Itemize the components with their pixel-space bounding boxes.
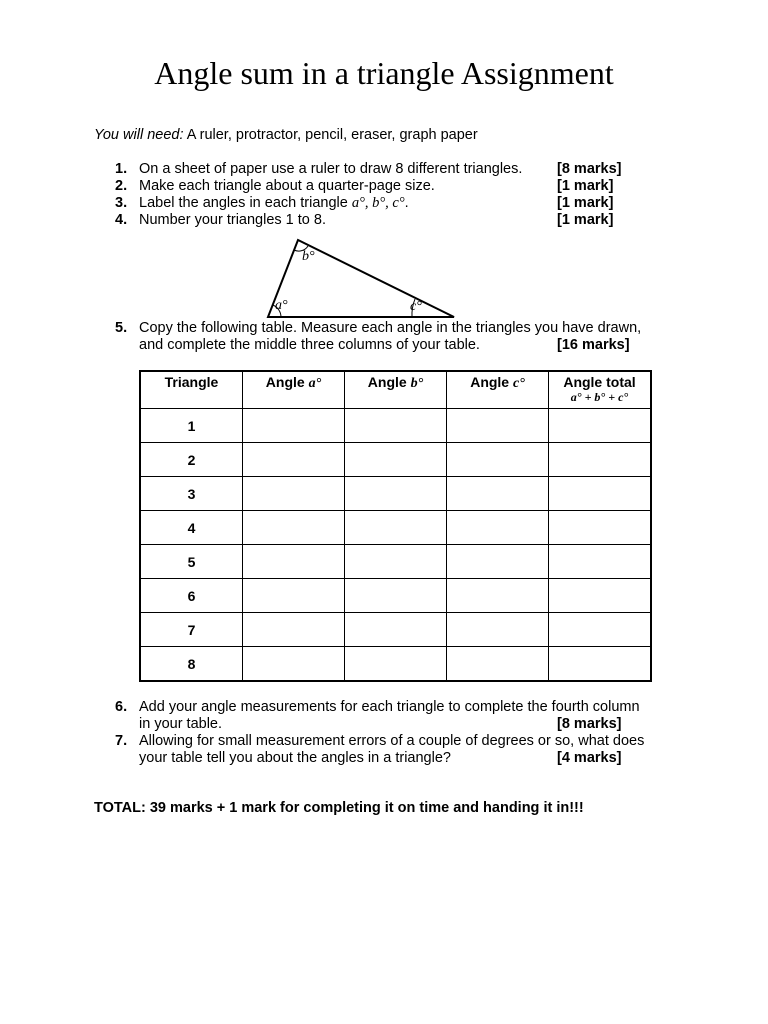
angle-b-label: b° — [302, 249, 315, 264]
table-cell — [243, 443, 345, 477]
item-number: 2. — [115, 178, 128, 194]
row-number: 8 — [140, 647, 243, 682]
row-number: 7 — [140, 613, 243, 647]
table-cell — [345, 647, 447, 682]
item-number: 1. — [115, 161, 128, 177]
table-cell — [243, 511, 345, 545]
materials-needed — [94, 127, 478, 143]
header-var: b° — [410, 376, 424, 391]
item-number: 7. — [115, 733, 128, 749]
row-number: 3 — [140, 477, 243, 511]
item-marks: [16 marks] — [557, 337, 630, 353]
table-cell — [447, 647, 549, 682]
item-number: 4. — [115, 212, 128, 228]
table-cell — [345, 545, 447, 579]
table-cell — [447, 545, 549, 579]
table-cell — [243, 647, 345, 682]
item-text-suffix: . — [404, 195, 409, 211]
item-marks: [1 mark] — [557, 195, 614, 211]
table-cell — [345, 477, 447, 511]
header-text: Angle total — [563, 374, 636, 390]
header-sub: a° + b° + c° — [570, 390, 629, 404]
table-header-row — [140, 371, 651, 409]
item-number: 5. — [115, 320, 128, 336]
col-header-angle-a — [243, 371, 345, 409]
item-text: Add your angle measurements for each triangle to complete the fourth column — [139, 699, 640, 715]
table-cell — [549, 511, 652, 545]
item-text: Allowing for small measurement errors of a couple of degrees or so, what does — [139, 733, 645, 749]
table-row — [140, 511, 651, 545]
table-row — [140, 647, 651, 682]
header-text: Angle — [470, 374, 513, 390]
table-cell — [549, 647, 652, 682]
table-cell — [549, 443, 652, 477]
table-cell — [549, 409, 652, 443]
header-text: Angle — [265, 374, 309, 390]
row-number: 4 — [140, 511, 243, 545]
table-cell — [447, 477, 549, 511]
item-marks: [4 marks] — [557, 750, 622, 766]
table-cell — [447, 511, 549, 545]
item-text: Make each triangle about a quarter-page size. — [139, 178, 435, 194]
table-cell — [549, 613, 652, 647]
item-text: and complete the middle three columns of your table. — [139, 337, 480, 353]
header-var: a° — [308, 376, 322, 391]
angle-a-label: a° — [275, 298, 288, 313]
item-text — [139, 195, 409, 212]
table-cell — [345, 443, 447, 477]
table-row — [140, 477, 651, 511]
row-number: 5 — [140, 545, 243, 579]
item-text: your table tell you about the angles in a triangle? — [139, 750, 451, 766]
header-text: Angle — [367, 374, 411, 390]
item-number: 3. — [115, 195, 128, 211]
triangle-diagram — [260, 236, 460, 322]
table-cell — [447, 409, 549, 443]
col-header-angle-c — [447, 371, 549, 409]
table-row — [140, 409, 651, 443]
materials-label: You will need: — [94, 127, 184, 143]
table-cell — [447, 443, 549, 477]
item-marks: [8 marks] — [557, 161, 622, 177]
header-var: c° — [512, 376, 525, 391]
table-cell — [243, 477, 345, 511]
table-cell — [447, 579, 549, 613]
table-cell — [243, 613, 345, 647]
table-cell — [447, 613, 549, 647]
table-row — [140, 443, 651, 477]
table-cell — [549, 477, 652, 511]
item-number: 6. — [115, 699, 128, 715]
item-text: Copy the following table. Measure each angle in the triangles you have drawn, — [139, 320, 642, 336]
item-marks: [1 mark] — [557, 212, 614, 228]
page-title: Angle sum in a triangle Assignment — [154, 55, 614, 91]
angle-variables: a°, b°, c° — [351, 195, 405, 211]
table-cell — [243, 579, 345, 613]
col-header-angle-b — [345, 371, 447, 409]
table-cell — [243, 409, 345, 443]
table-cell — [549, 579, 652, 613]
materials-text: A ruler, protractor, pencil, eraser, graph paper — [183, 127, 478, 143]
col-header-triangle: Triangle — [140, 371, 243, 409]
item-text: Number your triangles 1 to 8. — [139, 212, 326, 228]
table-cell — [243, 545, 345, 579]
angle-c-label: c° — [410, 299, 422, 314]
col-header-total — [549, 371, 652, 409]
row-number: 2 — [140, 443, 243, 477]
item-text-prefix: Label the angles in each triangle — [139, 195, 352, 211]
table-cell — [345, 511, 447, 545]
item-text: in your table. — [139, 716, 223, 732]
table-row — [140, 545, 651, 579]
item-marks: [8 marks] — [557, 716, 622, 732]
table-row — [140, 613, 651, 647]
table-cell — [345, 409, 447, 443]
angle-table — [139, 370, 652, 682]
row-number: 1 — [140, 409, 243, 443]
triangle-shape — [268, 240, 454, 317]
row-number: 6 — [140, 579, 243, 613]
table-cell — [549, 545, 652, 579]
total-marks: TOTAL: 39 marks + 1 mark for completing it on time and handing it in!!! — [94, 800, 584, 816]
item-text: On a sheet of paper use a ruler to draw 8 different triangles. — [139, 161, 523, 177]
table-cell — [345, 579, 447, 613]
item-marks: [1 mark] — [557, 178, 614, 194]
table-row — [140, 579, 651, 613]
table-cell — [345, 613, 447, 647]
